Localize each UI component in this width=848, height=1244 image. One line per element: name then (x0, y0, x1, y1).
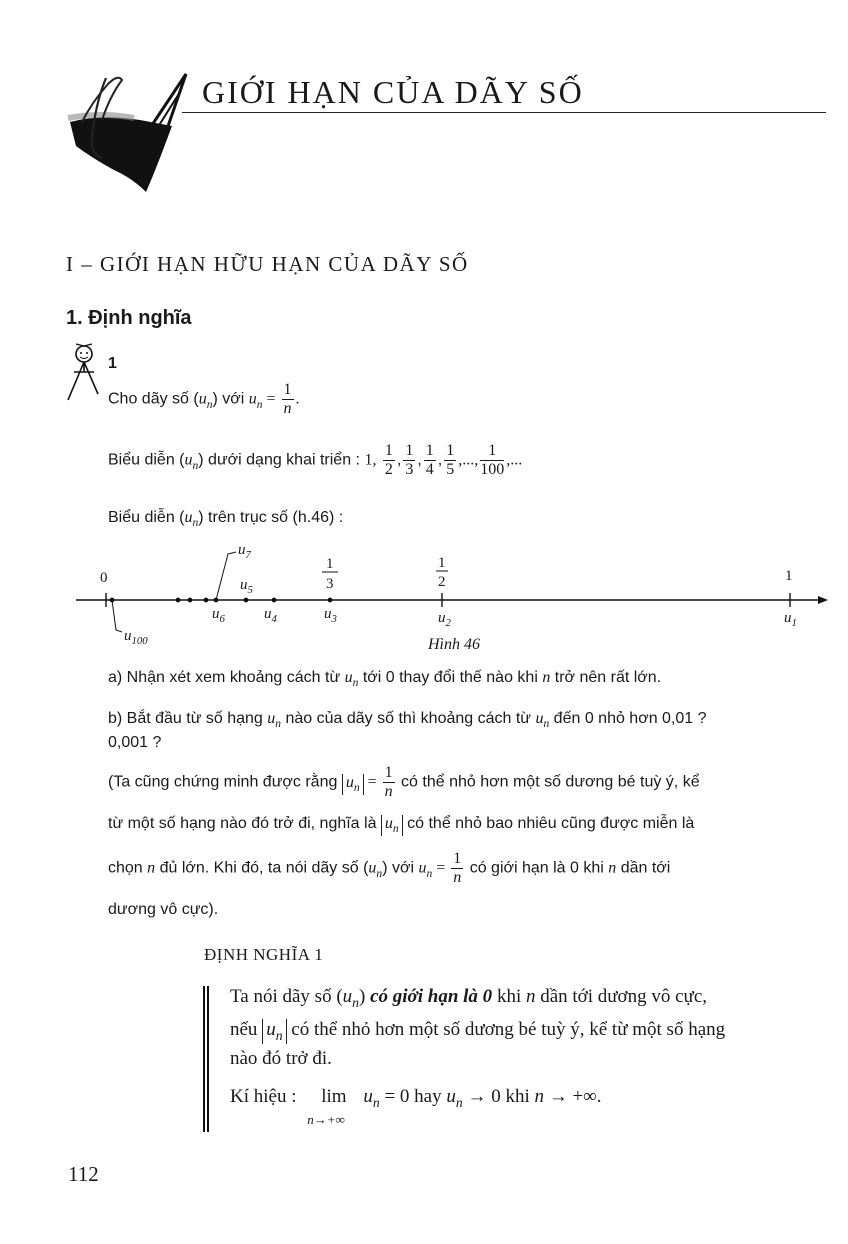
page-number: 112 (68, 1162, 99, 1186)
note-line-3: chọn n đủ lớn. Khi đó, ta nói dãy số $(u_n)$ với $u_n$ = $\frac{1}{n}$ có giới hạn là 0 khi n dần tới (108, 850, 671, 886)
one-label: 1 (785, 568, 793, 584)
definition-rule-2 (207, 986, 209, 1132)
u5-label: $u_5$ (240, 577, 253, 596)
definition-symbol: Kí hiệu : lim n→+∞ $u_n = 0$ hay $u_n \to 0$ khi n → +∞. (230, 1086, 602, 1127)
activity-line-1: Cho dãy số $(u_n)$ với $u_n$ = $\frac{1}{n}$ . (108, 381, 300, 417)
half-den-label: 2 (438, 574, 446, 590)
note-line-4: dương vô cực). (108, 901, 219, 918)
title-rule (182, 112, 826, 113)
subsection-heading: 1. Định nghĩa (66, 307, 192, 329)
u6-label: $u_6$ (212, 606, 225, 625)
third-den-label: 3 (326, 576, 334, 592)
activity-line-3: Biểu diễn $(u_n)$ trên trục số (h.46) : (108, 509, 344, 530)
question-b: b) Bắt đầu từ số hạng $u_n$ nào của dãy số thì khoảng cách từ $u_n$ đến 0 nhỏ hơn 0,01 ? (108, 710, 707, 731)
activity-compass-icon (62, 342, 106, 404)
u3-label: $u_3$ (324, 606, 337, 625)
note-line-1: (Ta cũng chứng minh được rằng $u_n$ = $\frac{1}{n}$ có thể nhỏ hơn một số dương bé tuỳ ý, kể (108, 764, 700, 800)
definition-line-1: Ta nói dãy số $(u_n)$ có giới hạn là 0 khi n dần tới dương vô cực, (230, 986, 708, 1010)
question-b-cont: 0,001 ? (108, 734, 162, 751)
third-num-label: 1 (326, 556, 334, 572)
u100-label: $u_{100}$ (124, 628, 148, 647)
chapter-title: GIỚI HẠN CỦA DÃY SỐ (202, 74, 584, 110)
chapter-emblem-icon (62, 62, 202, 202)
activity-line-2: Biểu diễn $(u_n)$ dưới dạng khai triển : 1, $\frac{1}{2}$ , $\frac{1}{3}$ , $\frac{1}{4}$ , $\frac{1}{5}$ ,..., $\frac{1}{100}$ ,... (108, 442, 523, 478)
activity-number: 1 (108, 355, 117, 372)
definition-rule (203, 986, 205, 1132)
section-heading: I – GIỚI HẠN HỮU HẠN CỦA DÃY SỐ (66, 252, 469, 276)
definition-line-3: nào đó trở đi. (230, 1048, 332, 1069)
definition-line-2: nếu $u_n$ có thể nhỏ hơn một số dương bé tuỳ ý, kể từ một số hạng (230, 1019, 726, 1043)
u7-label: $u_7$ (238, 542, 251, 561)
question-a: a) Nhận xét xem khoảng cách từ $u_n$ tới 0 thay đổi thế nào khi n trở nên rất lớn. (108, 669, 662, 690)
note-line-2: từ một số hạng nào đó trở đi, nghĩa là $u_n$ có thể nhỏ bao nhiêu cũng được miễn là (108, 815, 695, 836)
figure-caption: Hình 46 (428, 636, 480, 653)
u1-label: $u_1$ (784, 610, 797, 629)
half-num-label: 1 (438, 555, 446, 571)
definition-label: ĐỊNH NGHĨA 1 (204, 945, 324, 964)
u2-label: $u_2$ (438, 610, 451, 629)
u4-label: $u_4$ (264, 606, 277, 625)
zero-label: 0 (100, 570, 108, 586)
